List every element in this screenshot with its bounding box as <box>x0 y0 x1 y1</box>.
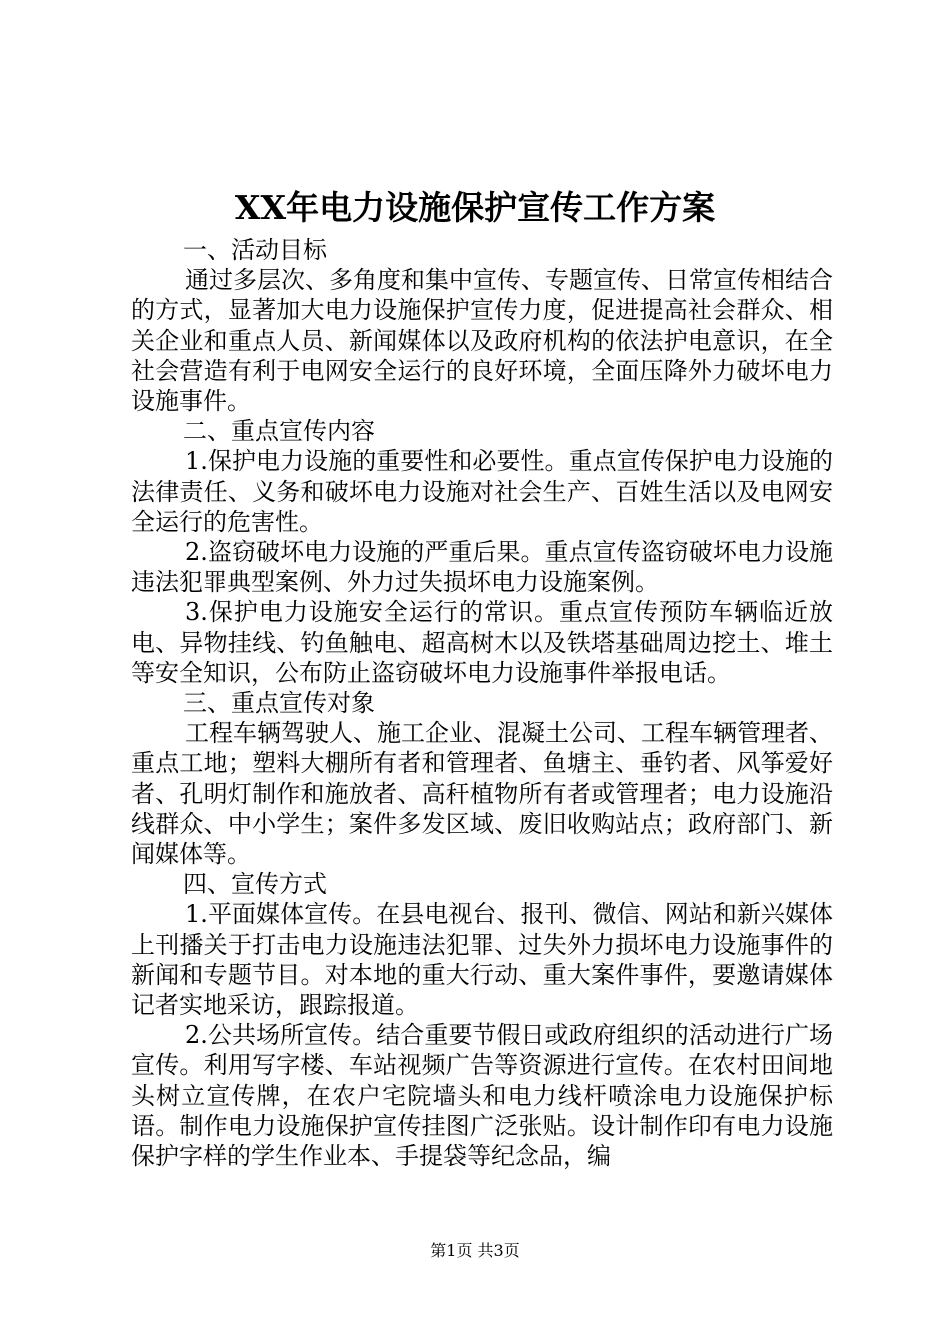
section-heading: 二、重点宣传内容 <box>183 417 375 446</box>
body-paragraph: 1.平面媒体宣传。在县电视台、报刊、微信、网站和新兴媒体上刊播关于打击电力设施违法犯罪、过失外力损坏电力设施事件的新闻和专题节目。对本地的重大行动、重大案件事件，要邀请媒体记者实地采访，跟踪报道。 <box>131 900 833 1020</box>
document-body <box>131 235 833 1171</box>
section-heading: 四、宣传方式 <box>183 870 327 899</box>
body-paragraph: 1.保护电力设施的重要性和必要性。重点宣传保护电力设施的法律责任、义务和破坏电力设施对社会生产、百姓生活以及电网安全运行的危害性。 <box>131 447 833 536</box>
body-paragraph: 2.盗窃破坏电力设施的严重后果。重点宣传盗窃破坏电力设施违法犯罪典型案例、外力过失损坏电力设施案例。 <box>131 538 833 597</box>
document-title: XX年电力设施保护宣传工作方案 <box>234 188 716 227</box>
body-paragraph: 2.公共场所宣传。结合重要节假日或政府组织的活动进行广场宣传。利用写字楼、车站视频广告等资源进行宣传。在农村田间地头树立宣传牌，在农户宅院墙头和电力线杆喷涂电力设施保护标语。制作电力设施保护宣传挂图广泛张贴。设计制作印有电力设施保护字样的学生作业本、手提袋等纪念品，编 <box>131 1021 833 1171</box>
page-footer: 第1页 共3页 <box>430 1241 520 1260</box>
body-paragraph: 3.保护电力设施安全运行的常识。重点宣传预防车辆临近放电、异物挂线、钓鱼触电、超高树木以及铁塔基础周边挖土、堆土等安全知识，公布防止盗窃破坏电力设施事件举报电话。 <box>131 598 833 687</box>
body-paragraph: 工程车辆驾驶人、施工企业、混凝土公司、工程车辆管理者、重点工地；塑料大棚所有者和管理者、鱼塘主、垂钓者、风筝爱好者、孔明灯制作和施放者、高秆植物所有者或管理者；电力设施沿线群众、中小学生；案件多发区域、废旧收购站点；政府部门、新闻媒体等。 <box>131 719 833 869</box>
body-paragraph: 通过多层次、多角度和集中宣传、专题宣传、日常宣传相结合的方式，显著加大电力设施保护宣传力度，促进提高社会群众、相关企业和重点人员、新闻媒体以及政府机构的依法护电意识，在全社会营造有利于电网安全运行的良好环境，全面压降外力破坏电力设施事件。 <box>131 266 833 416</box>
section-heading: 三、重点宣传对象 <box>183 689 375 718</box>
section-heading: 一、活动目标 <box>183 236 327 264</box>
